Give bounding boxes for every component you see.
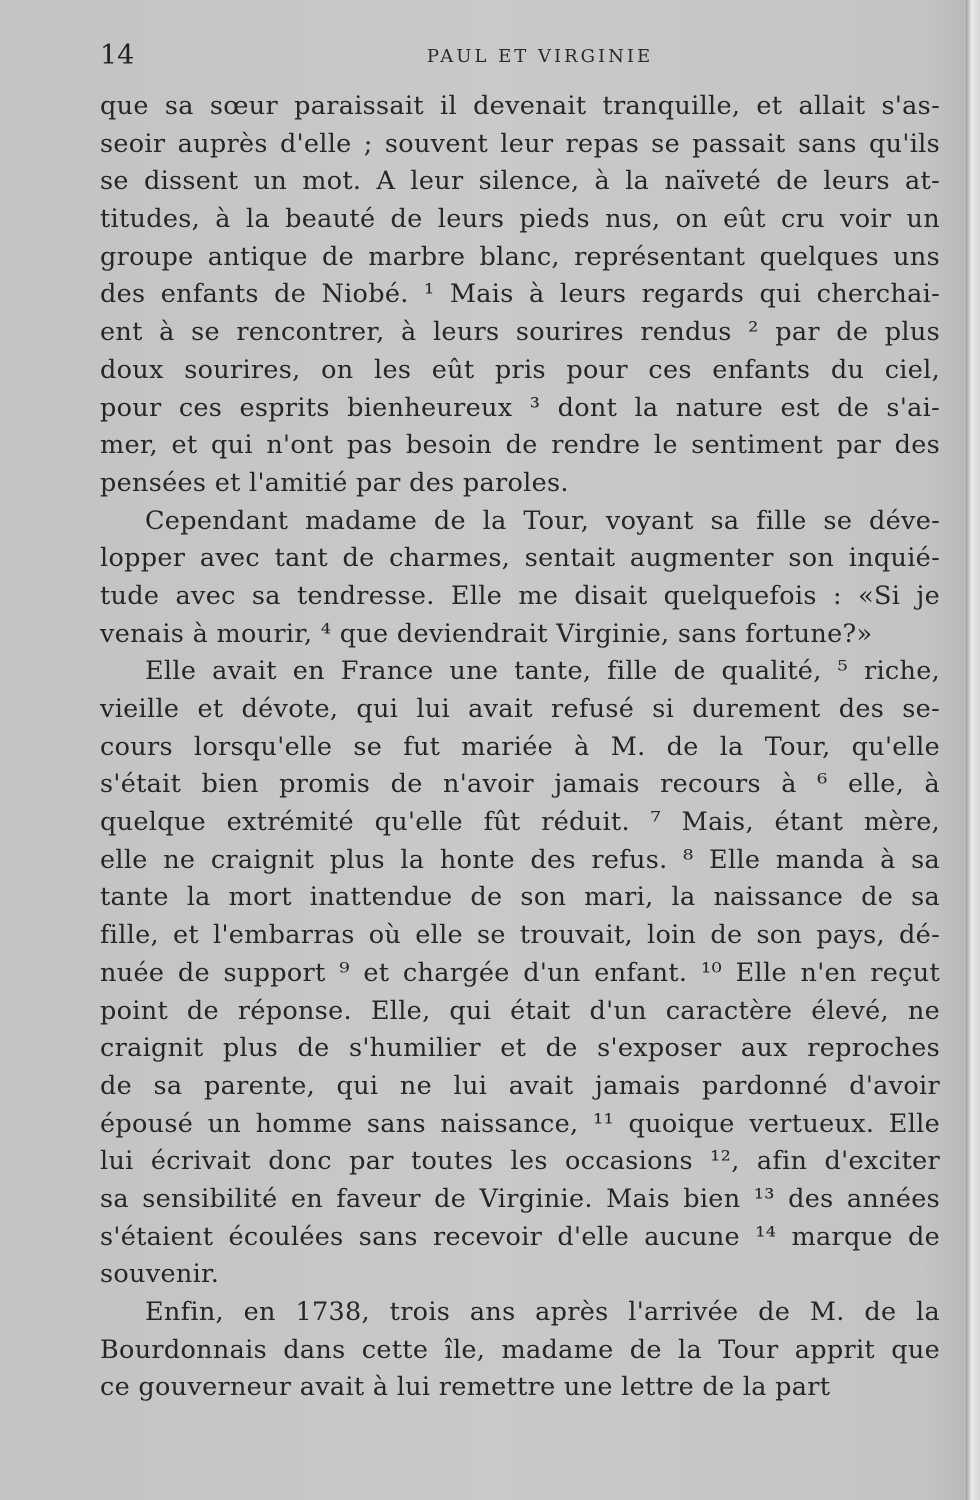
text-line: fille, et l'embarras où elle se trouvait, loin de son pays, dé- (100, 920, 940, 951)
text-line: vieille et dévote, qui lui avait refusé si durement des se- (100, 694, 940, 724)
paragraph (100, 653, 940, 1294)
paragraph (100, 1294, 940, 1407)
text-line: de sa parente, qui ne lui avait jamais pardonné d'avoir (100, 1070, 940, 1101)
text-line: lui écrivait donc par toutes les occasions ¹², afin d'exciter (100, 1146, 940, 1177)
text-line: sa sensibilité en faveur de Virginie. Mais bien ¹³ des années (100, 1183, 940, 1214)
text-line: pensées et l'amitié par des paroles. (100, 467, 569, 498)
text-line: Cependant madame de la Tour, voyant sa fille se déve- (145, 505, 940, 536)
text-line: tude avec sa tendresse. Elle me disait quelquefois : «Si je (100, 580, 940, 611)
text-line: des enfants de Niobé. ¹ Mais à leurs regards qui cherchai- (100, 279, 940, 310)
paragraph (100, 88, 940, 503)
text-line: épousé un homme sans naissance, ¹¹ quoique vertueux. Elle (100, 1108, 940, 1139)
page-edge-shadow (966, 0, 980, 1500)
text-line: point de réponse. Elle, qui était d'un caractère élevé, ne (100, 995, 940, 1026)
running-title: PAUL ET VIRGINIE (426, 46, 654, 67)
text-line: Elle avait en France une tante, fille de qualité, ⁵ riche, (145, 656, 940, 687)
text-line: quelque extrémité qu'elle fût réduit. ⁷ Mais, étant mère, (100, 807, 940, 838)
text-line: que sa sœur paraissait il devenait tranquille, et allait s'as- (100, 91, 940, 121)
text-line: ce gouverneur avait à lui remettre une lettre de la part (100, 1372, 831, 1403)
text-line: craignit plus de s'humilier et de s'exposer aux reproches (100, 1033, 940, 1064)
paragraph (100, 503, 940, 654)
text-line: titudes, à la beauté de leurs pieds nus, on eût cru voir un (100, 204, 940, 235)
text-line: Enfin, en 1738, trois ans après l'arrivée de M. de la (145, 1297, 940, 1327)
text-line: Bourdonnais dans cette île, madame de la Tour apprit que (100, 1334, 940, 1365)
page-number: 14 (100, 40, 135, 71)
text-line: venais à mourir, ⁴ que deviendrait Virginie, sans fortune?» (100, 618, 873, 649)
text-line: pour ces esprits bienheureux ³ dont la nature est de s'ai- (100, 392, 940, 423)
text-line: cours lorsqu'elle se fut mariée à M. de la Tour, qu'elle (100, 731, 940, 762)
text-line: s'étaient écoulées sans recevoir d'elle aucune ¹⁴ marque de (100, 1221, 940, 1252)
text-line: nuée de support ⁹ et chargée d'un enfant. ¹⁰ Elle n'en reçut (100, 957, 940, 988)
text-line: elle ne craignit plus la honte des refus. ⁸ Elle manda à sa (100, 844, 940, 875)
text-line: groupe antique de marbre blanc, représentant quelques uns (100, 241, 940, 272)
text-line: s'était bien promis de n'avoir jamais recours à ⁶ elle, à (100, 769, 940, 800)
text-line: tante la mort inattendue de son mari, la naissance de sa (100, 882, 940, 913)
text-line: se dissent un mot. A leur silence, à la naïveté de leurs at- (100, 166, 940, 197)
text-body (100, 88, 940, 1407)
text-line: doux sourires, on les eût pris pour ces enfants du ciel, (100, 354, 940, 385)
text-line: ent à se rencontrer, à leurs sourires rendus ² par de plus (100, 317, 940, 348)
page-header (100, 40, 940, 76)
text-line: mer, et qui n'ont pas besoin de rendre le sentiment par des (100, 430, 940, 461)
text-line: souvenir. (100, 1259, 220, 1290)
text-line: seoir auprès d'elle ; souvent leur repas se passait sans qu'ils (100, 128, 940, 159)
text-line: lopper avec tant de charmes, sentait augmenter son inquié- (100, 543, 940, 574)
